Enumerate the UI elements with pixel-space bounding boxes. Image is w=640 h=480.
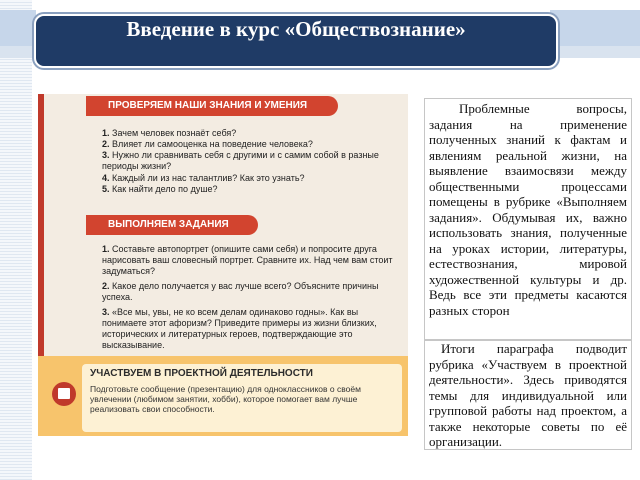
slide-title: Введение в курс «Обществознание» (126, 17, 466, 41)
project-text: Подготовьте сообщение (презентацию) для одноклассников о своём увлечении (любимом занятии, хобби), которое помогает вам лучше реализовать свои способности. (90, 384, 361, 414)
project-section (38, 356, 408, 436)
section-header-check-knowledge: ПРОВЕРЯЕМ НАШИ ЗНАНИЯ И УМЕНИЯ (86, 96, 338, 116)
question-item: 5. Как найти дело по душе? (102, 184, 218, 194)
problem-questions-text: Проблемные вопросы, задания на применение полученных знаний к фактам и явлениям реальной жизни, на выявление взаимосвязи между общественными процессами помещены в рубрике «Выполняем задания». Обдумывая их, важно использовать знания, полученные на уроках истории, литературы, естествознания, мировой художественной культуры и др. Ведь все эти предметы касаются разных сторон (429, 101, 627, 318)
slide-corner-right (550, 10, 640, 46)
title-banner (34, 14, 558, 68)
task-item: 3. «Все мы, увы, не ко всем делам одинаково годны». Как вы понимаете этот афоризм? Приведите примеры из жизни близких, исторических и литературных героев, подтверждающие это высказывание. (102, 307, 377, 350)
task-item: 1. Составьте автопортрет (опишите сами себя) и попросите друга нарисовать ваш словесный портрет. Сравните их. Над чем вам стоит задуматься? (102, 244, 393, 276)
slide-left-pattern (0, 0, 32, 480)
text-box-project-activity (424, 340, 632, 450)
text-box-problem-questions (424, 98, 632, 340)
slide-corner-left (0, 10, 36, 46)
project-box (82, 364, 402, 432)
section-header-tasks: ВЫПОЛНЯЕМ ЗАДАНИЯ (86, 215, 258, 235)
presentation-icon (52, 382, 76, 406)
question-item: 2. Влияет ли самооценка на поведение человека? (102, 139, 313, 149)
slide-background (0, 0, 640, 14)
question-item: 4. Каждый ли из нас талантлив? Как это узнать? (102, 173, 305, 183)
question-item: 1. Зачем человек познаёт себя? (102, 128, 237, 138)
project-title: УЧАСТВУЕМ В ПРОЕКТНОЙ ДЕЯТЕЛЬНОСТИ (90, 368, 313, 379)
question-item: 3. Нужно ли сравнивать себя с другими и с самим собой в разные периоды жизни? (102, 150, 379, 171)
task-item: 2. Какое дело получается у вас лучше всего? Объясните причины успеха. (102, 281, 379, 302)
textbook-page-image (38, 94, 408, 436)
project-activity-text: Итоги параграфа подводит рубрика «Участвуем в проектной деятельности». Здесь приводятся темы для индивидуальной или групповой работы над проектом, а также некоторые советы по её организации. (429, 341, 627, 449)
